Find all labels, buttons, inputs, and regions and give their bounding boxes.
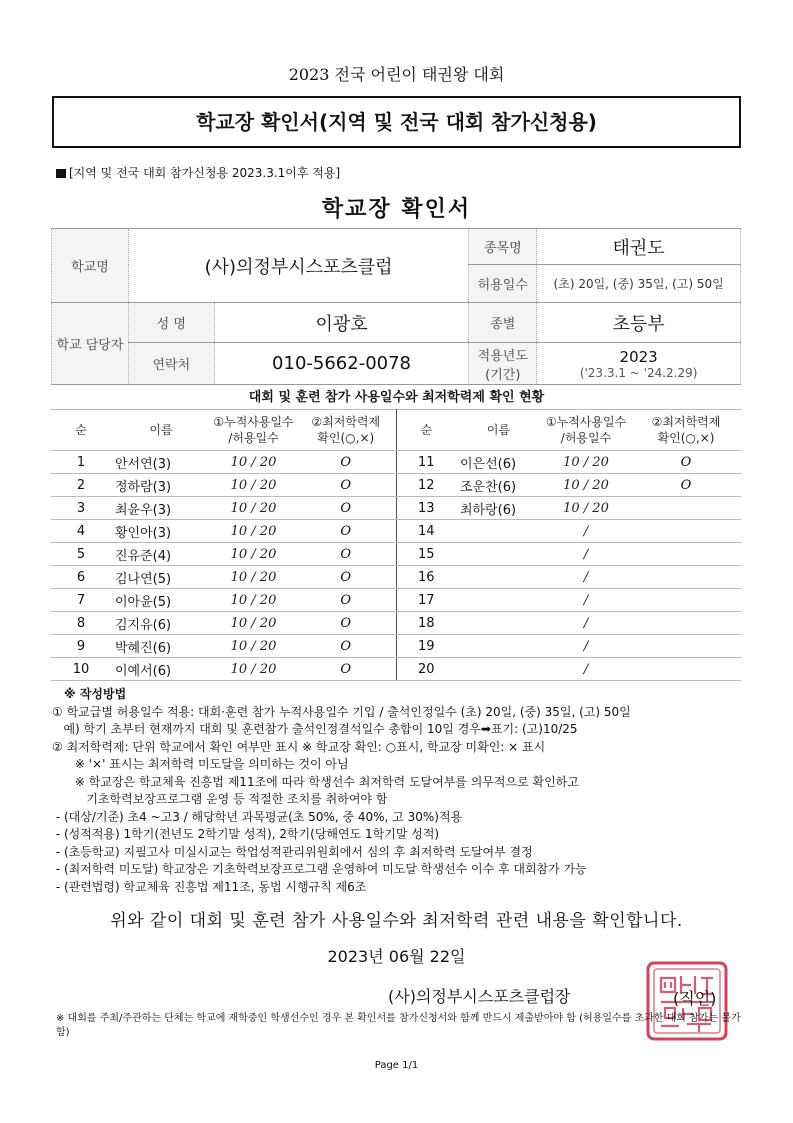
row-check: O (631, 474, 741, 497)
row-check: O (296, 589, 396, 612)
row-no: 18 (396, 612, 456, 635)
row-days: 10 / 20 (211, 474, 296, 497)
row-name (456, 543, 541, 566)
row-name (456, 612, 541, 635)
form-title: 학교장 확인서(지역 및 전국 대회 참가신청용) (52, 96, 741, 148)
row-check (631, 520, 741, 543)
row-no: 19 (396, 635, 456, 658)
row-no: 4 (51, 520, 111, 543)
row-name: 황인아(3) (111, 520, 211, 543)
header-min-line2: 확인(○,×) (657, 431, 715, 445)
name-label: 성 명 (128, 303, 214, 343)
row-name: 이예서(6) (111, 658, 211, 681)
usage-row (51, 612, 741, 635)
school-label: 학교명 (52, 229, 129, 303)
row-name: 진유준(4) (111, 543, 211, 566)
header-min-line1: ②최저학력제 (651, 415, 721, 429)
usage-row (51, 474, 741, 497)
row-days: / (541, 612, 631, 635)
row-name (456, 566, 541, 589)
usage-header-row (51, 410, 741, 451)
method-title: ※ 작성방법 (64, 687, 127, 701)
row-days: 10 / 20 (541, 497, 631, 520)
row-days: 10 / 20 (211, 451, 296, 474)
row-check: O (296, 497, 396, 520)
footer-note: ※ 대회를 주최/주관하는 단체는 학교에 재학중인 학생선수인 경우 본 확인서를 참가신청서와 함께 반드시 제출받아야 함 (허용일수를 초과한 대회 참가는 불가함) (56, 1013, 741, 1038)
row-check: O (296, 451, 396, 474)
year-value: 2023 (619, 347, 658, 366)
header-no-2: 순 (396, 410, 456, 451)
row-check (631, 497, 741, 520)
header-days-line2: /허용일수 (228, 431, 279, 445)
row-check (631, 635, 741, 658)
row-no: 20 (396, 658, 456, 681)
row-check (631, 658, 741, 681)
usage-row (51, 520, 741, 543)
confirmation-statement: 위와 같이 대회 및 훈련 참가 사용일수와 최저학력 관련 내용을 확인합니다. (110, 911, 683, 931)
method-line: ② 최저학력제: 단위 학교에서 확인 여부만 표시 ※ 학교장 확인: ○표시, 학교장 미확인: × 표시 (52, 739, 546, 754)
row-no: 7 (51, 589, 111, 612)
row-name (456, 658, 541, 681)
method-line: 예) 학기 초부터 현재까지 대회 및 훈련참가 출석인정결석일수 총합이 10일 경우➡표기: (고)10/25 (52, 722, 578, 736)
header-days-line1: ①누적사용일수 (545, 415, 627, 429)
row-check: O (296, 635, 396, 658)
row-name: 김지유(6) (111, 612, 211, 635)
signer-name: (사)의정부시스포츠클럽장 (388, 987, 571, 1006)
row-no: 8 (51, 612, 111, 635)
days-label: 허용일수 (469, 265, 537, 303)
header-min-line2: 확인(○,×) (317, 431, 375, 445)
row-name: 조운찬(6) (456, 474, 541, 497)
row-no: 9 (51, 635, 111, 658)
header-name: 이름 (111, 410, 211, 451)
usage-row (51, 543, 741, 566)
method-line: - (성적적용) 1학기(전년도 2학기말 성적), 2학기(당해연도 1학기말 성적) (52, 827, 440, 841)
name-value: 이광호 (214, 303, 469, 343)
applicability-note (56, 164, 340, 181)
row-check: O (296, 566, 396, 589)
row-name: 박혜진(6) (111, 635, 211, 658)
row-name: 최윤우(3) (111, 497, 211, 520)
row-days: 10 / 20 (541, 474, 631, 497)
row-check (631, 612, 741, 635)
row-days: 10 / 20 (211, 589, 296, 612)
method-line: - (관련법령) 학교체육 진흥법 제11조, 동법 시행규칙 제6조 (52, 879, 367, 894)
method-line: - (초등학교) 지필고사 미실시교는 학업성적관리위원회에서 심의 후 최저학력 도달여부 결정 (52, 844, 533, 859)
event-title: 2023 전국 어린이 태권왕 대회 (288, 65, 505, 84)
row-no: 2 (51, 474, 111, 497)
header-no: 순 (51, 410, 111, 451)
row-check: O (296, 612, 396, 635)
row-name (456, 635, 541, 658)
row-no: 14 (396, 520, 456, 543)
row-name: 안서연(3) (111, 451, 211, 474)
row-days: 10 / 20 (211, 635, 296, 658)
row-name: 정하람(3) (111, 474, 211, 497)
row-days: 10 / 20 (211, 658, 296, 681)
usage-row (51, 589, 741, 612)
row-days: 10 / 20 (211, 497, 296, 520)
row-name: 김나연(5) (111, 566, 211, 589)
row-days: 10 / 20 (541, 451, 631, 474)
header-days (211, 410, 296, 451)
row-no: 3 (51, 497, 111, 520)
header-days-line1: ①누적사용일수 (213, 415, 294, 429)
usage-row (51, 566, 741, 589)
header-min (296, 410, 396, 451)
row-name: 최하랑(6) (456, 497, 541, 520)
row-name: 이아윤(5) (111, 589, 211, 612)
row-days: / (541, 635, 631, 658)
year-cell (537, 343, 741, 385)
usage-row (51, 451, 741, 474)
method-line: - (최저학력 미도달) 학교장은 기초학력보장프로그램 운영하여 미도달 학생선수 이수 후 대회참가 가능 (52, 862, 587, 876)
row-days: / (541, 543, 631, 566)
info-table (51, 228, 741, 385)
method-line: ※ 학교장은 학교체육 진흥법 제11조에 따라 학생선수 최저학력 도달여부를 의무적으로 확인하고 (52, 774, 579, 789)
usage-title: 대회 및 훈련 참가 사용일수와 최저학력제 확인 현황 (248, 390, 545, 405)
sport-value: 태권도 (537, 229, 741, 265)
year-label: 적용년도 (기간) (469, 343, 537, 385)
usage-table (51, 409, 741, 681)
usage-row (51, 635, 741, 658)
row-check (631, 566, 741, 589)
usage-row (51, 658, 741, 681)
row-no: 5 (51, 543, 111, 566)
contact-value: 010-5662-0078 (214, 343, 469, 385)
row-no: 13 (396, 497, 456, 520)
square-bullet-icon (56, 169, 66, 178)
row-name (456, 520, 541, 543)
row-days: 10 / 20 (211, 566, 296, 589)
header-name-2: 이름 (456, 410, 541, 451)
contact-label: 연락처 (128, 343, 214, 385)
row-no: 11 (396, 451, 456, 474)
method-line: ① 학교급별 허용일수 적용: 대회·훈련 참가 누적사용일수 기입 / 출석인정일수 (초) 20일, (중) 35일, (고) 50일 (52, 704, 631, 719)
method-line: - (대상/기준) 초4 ~고3 / 해당학년 과목평균(초 50%, 중 40%, 고 30%)적용 (52, 809, 463, 824)
sport-label: 종목명 (469, 229, 537, 265)
note-text: [지역 및 전국 대회 참가신청용 2023.3.1이후 적용] (69, 166, 341, 180)
row-check (631, 589, 741, 612)
row-days: 10 / 20 (211, 543, 296, 566)
method-line: ※ '×' 표시는 최저학력 미도달을 의미하는 것이 아님 (52, 757, 349, 771)
header-min-2 (631, 410, 741, 451)
row-days: / (541, 658, 631, 681)
row-days: / (541, 589, 631, 612)
type-value: 초등부 (537, 303, 741, 343)
row-name: 이은선(6) (456, 451, 541, 474)
header-days-line2: /허용일수 (560, 431, 612, 445)
year-period: ('23.3.1 ~ '24.2.29) (579, 365, 698, 380)
days-value: (초) 20일, (중) 35일, (고) 50일 (537, 265, 741, 303)
row-no: 16 (396, 566, 456, 589)
usage-row (51, 497, 741, 520)
page-number: Page 1/1 (374, 1060, 419, 1071)
row-no: 6 (51, 566, 111, 589)
row-days: / (541, 520, 631, 543)
row-no: 12 (396, 474, 456, 497)
row-check: O (296, 543, 396, 566)
row-days: / (541, 566, 631, 589)
row-check: O (296, 520, 396, 543)
issue-date: 2023년 06월 22일 (327, 947, 466, 966)
document-title: 학교장 확인서 (321, 197, 472, 222)
method-lines (52, 704, 752, 897)
header-days-2 (541, 410, 631, 451)
row-no: 1 (51, 451, 111, 474)
method-line: 기초학력보장프로그램 운영 등 적절한 조치를 취하여야 함 (52, 792, 388, 806)
row-check (631, 543, 741, 566)
row-no: 10 (51, 658, 111, 681)
row-days: 10 / 20 (211, 612, 296, 635)
row-check: O (296, 474, 396, 497)
row-no: 17 (396, 589, 456, 612)
row-days: 10 / 20 (211, 520, 296, 543)
row-no: 15 (396, 543, 456, 566)
writing-method (52, 686, 752, 896)
manager-label: 학교 담당자 (52, 303, 129, 385)
seal-label: (직인) (673, 989, 717, 1008)
header-min-line1: ②최저학력제 (311, 415, 381, 429)
row-name (456, 589, 541, 612)
school-value: (사)의정부시스포츠클럽 (128, 229, 468, 303)
row-check: O (296, 658, 396, 681)
type-label: 종별 (469, 303, 537, 343)
row-check: O (631, 451, 741, 474)
